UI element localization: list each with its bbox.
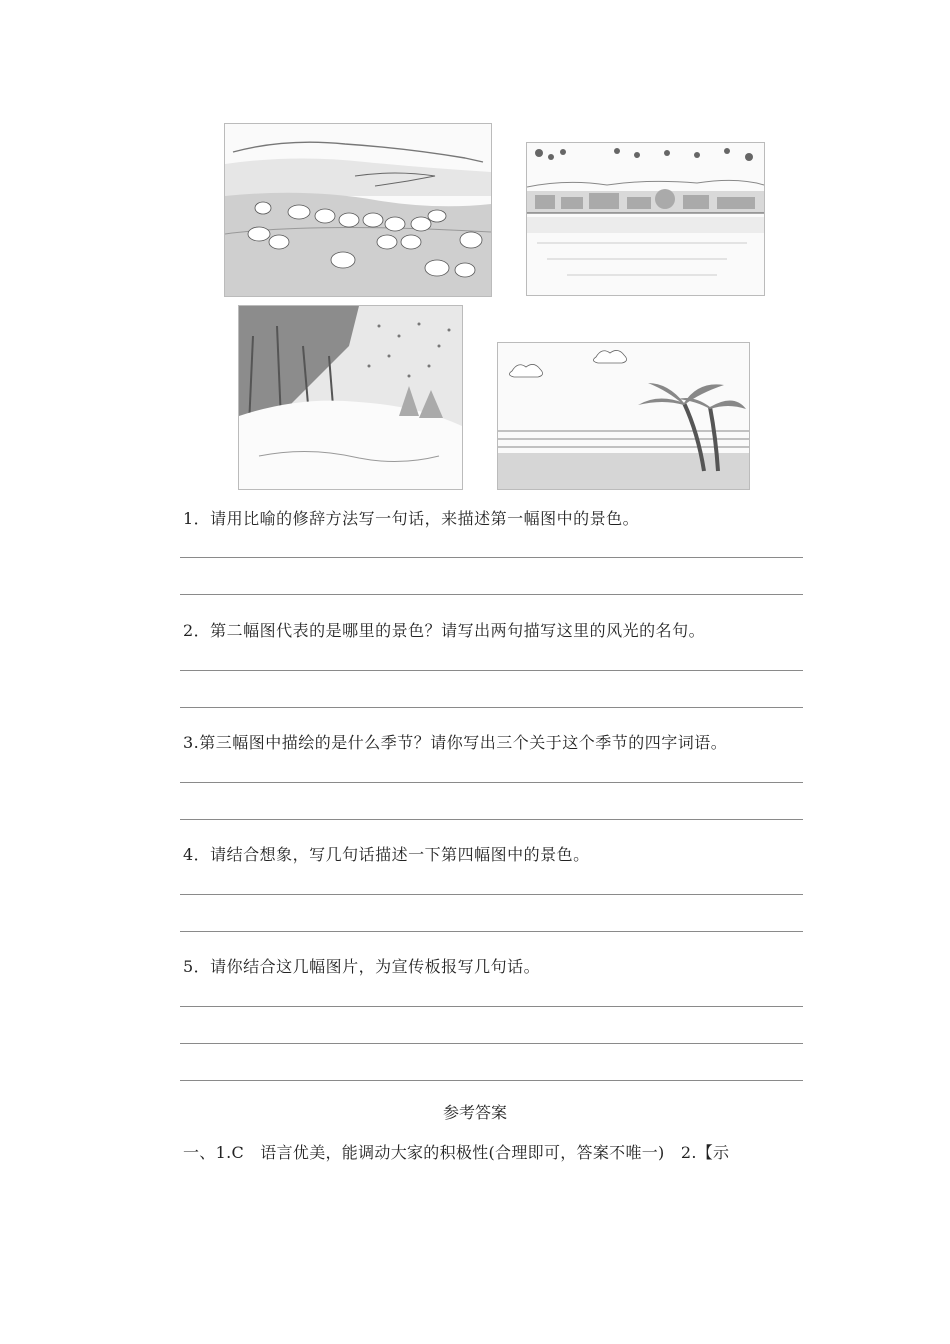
picture-palm-beach — [497, 342, 750, 490]
question-5: 5．请你结合这几幅图片，为宣传板报写几句话。 — [183, 957, 541, 976]
answer-line[interactable] — [180, 670, 803, 671]
answer-line[interactable] — [180, 594, 803, 595]
answer-line[interactable] — [180, 894, 803, 895]
snow-forest-illustration — [239, 306, 462, 489]
lake-town-illustration — [527, 143, 764, 295]
answer-line[interactable] — [180, 1080, 803, 1081]
answer-section-title: 参考答案 — [442, 1103, 507, 1122]
grassland-sheep-illustration — [225, 124, 491, 296]
answer-line[interactable] — [180, 1043, 803, 1044]
question-2: 2．第二幅图代表的是哪里的景色？请写出两句描写这里的风光的名句。 — [183, 621, 706, 640]
answer-section-text: 一、1.C 语言优美，能调动大家的积极性(合理即可，答案不唯一) 2.【示 — [183, 1143, 730, 1162]
answer-line[interactable] — [180, 931, 803, 932]
question-4: 4．请结合想象，写几句话描述一下第四幅图中的景色。 — [183, 845, 590, 864]
question-1: 1．请用比喻的修辞方法写一句话，来描述第一幅图中的景色。 — [183, 509, 640, 528]
question-3: 3.第三幅图中描绘的是什么季节？请你写出三个关于这个季节的四字词语。 — [183, 733, 728, 752]
picture-lake-town — [526, 142, 765, 296]
picture-grassland-sheep — [224, 123, 492, 297]
palm-beach-illustration — [498, 343, 749, 489]
answer-line[interactable] — [180, 557, 803, 558]
answer-line[interactable] — [180, 782, 803, 783]
answer-line[interactable] — [180, 707, 803, 708]
picture-snow-forest — [238, 305, 463, 490]
answer-line[interactable] — [180, 819, 803, 820]
answer-line[interactable] — [180, 1006, 803, 1007]
